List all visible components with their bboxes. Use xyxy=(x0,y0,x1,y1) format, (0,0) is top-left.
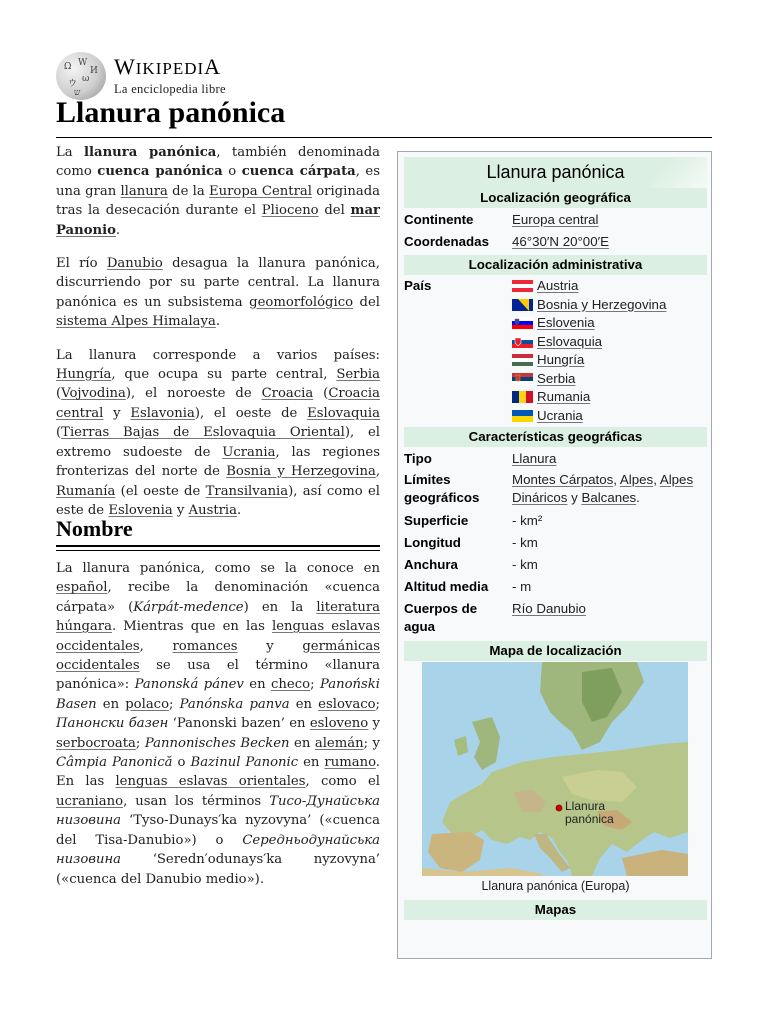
europe-map-image xyxy=(422,662,688,876)
article-link[interactable]: alemán xyxy=(314,735,364,751)
article-link[interactable]: Tierras Bajas de Eslovaquia Oriental xyxy=(61,425,345,441)
label-anchura: Anchura xyxy=(404,557,458,572)
limites-value: Montes Cárpatos, Alpes, Alpes Dináricos y Balcanes. xyxy=(512,472,694,505)
article-link[interactable]: Eslavonia xyxy=(130,405,195,421)
article-link[interactable]: Rumanía xyxy=(56,483,116,499)
slovakia-flag-icon xyxy=(512,336,537,348)
article-link[interactable]: esloveno xyxy=(309,716,369,732)
country-item xyxy=(512,388,707,407)
article-link[interactable]: Eslovenia xyxy=(108,502,173,518)
article-link[interactable]: Croacia central xyxy=(56,386,380,421)
article-link[interactable]: Plioceno xyxy=(261,203,319,219)
value-longitud: - km xyxy=(512,535,538,550)
infobox-title: Llanura panónica xyxy=(404,157,707,188)
article-link[interactable]: Bosnia y Herzegovina xyxy=(226,464,376,480)
infobox-row-altitud xyxy=(404,578,707,598)
country-item xyxy=(512,351,707,370)
infobox-row-tipo xyxy=(404,450,707,470)
article-nombre-section xyxy=(56,559,380,903)
country-link[interactable]: Hungría xyxy=(537,352,585,368)
article-link[interactable]: Serbia xyxy=(336,367,380,383)
article-link[interactable]: Ucrania xyxy=(222,444,276,460)
nombre-paragraph: La llanura panónica, como se la conoce en español, recibe la denominación «cuenca cárpata» (Kárpát-medence) en la literatura húngara. Mientras que en las lenguas eslavas occidentales, romances y germánicas occidentales se usa el término «llanura panónica»: Panonská pánev en checo; Panoński Basen en polaco; Panónska panva en eslovaco; Панонски базен ‘Panonski bazen’ en esloveno y serbocroata; Pannonisches Becken en alemán; y Câmpia Panonică o Bazinul Panonic en rumano. En las lenguas eslavas orientales, como el ucraniano, usan los términos Тисо-Дунайська низовина ‘Tyso-Dunays′ka nyzovyna’ («cuenca del Tisa-Danubio») o Середньодунайська низовина ‘Seredn′odunays′ka nyzovyna’ («cuenca del Danubio medio»). xyxy=(56,561,380,887)
section-divider xyxy=(56,545,380,547)
article-link[interactable]: llanura xyxy=(120,183,168,199)
infobox-section-geo-location: Localización geográfica xyxy=(404,188,707,208)
wikipedia-logo[interactable] xyxy=(56,52,226,100)
link-alpes-dinaricos[interactable]: Alpes Dináricos xyxy=(512,472,694,505)
article-link[interactable]: serbocroata xyxy=(56,735,136,751)
infobox-section-mapas: Mapas xyxy=(404,900,707,920)
article-link[interactable]: romances xyxy=(172,638,238,654)
label-altitud: Altitud media xyxy=(404,579,489,594)
link-alpes[interactable]: Alpes xyxy=(619,472,654,487)
austria-flag-icon xyxy=(512,280,537,292)
label-coordenadas: Coordenadas xyxy=(404,234,489,249)
country-link[interactable]: Eslovenia xyxy=(537,315,595,331)
article-link[interactable]: geomorfológico xyxy=(249,294,354,310)
country-list xyxy=(512,277,707,425)
ukraine-flag-icon xyxy=(512,410,537,422)
location-map[interactable] xyxy=(422,662,688,876)
section-divider-thin xyxy=(56,550,380,551)
wikipedia-globe-icon: Ω W И ウ ω ש xyxy=(56,52,106,100)
intro-paragraph-2: El río Danubio desagua la llanura panónica, discurriendo por su parte central. La llanura panónica es un subsistema geomorfológico del sistema Alpes Himalaya. xyxy=(56,256,380,330)
country-item xyxy=(512,370,707,389)
map-marker-label: Llanura panónica xyxy=(565,799,614,826)
country-link[interactable]: Rumania xyxy=(537,389,591,405)
label-cuerpos-agua: Cuerpos de agua xyxy=(404,601,478,634)
infobox xyxy=(397,151,712,959)
link-balcanes[interactable]: Balcanes xyxy=(581,490,637,505)
article-link[interactable]: Croacia xyxy=(261,386,314,402)
infobox-row-anchura xyxy=(404,556,707,576)
country-link[interactable]: Austria xyxy=(537,278,579,294)
article-link[interactable]: polaco xyxy=(125,696,170,712)
link-llanura[interactable]: Llanura xyxy=(512,451,557,466)
section-heading-nombre: Nombre xyxy=(56,516,133,541)
article-link[interactable]: lenguas eslavas orientales xyxy=(115,774,306,790)
link-coordenadas[interactable]: 46°30′N 20°00′E xyxy=(512,234,609,249)
infobox-section-features: Características geográficas xyxy=(404,427,707,447)
value-superficie: - km² xyxy=(512,513,543,528)
slovenia-flag-icon xyxy=(512,317,537,329)
article-link[interactable]: Eslovaquia xyxy=(307,405,380,421)
article-link[interactable]: español xyxy=(56,580,108,596)
label-longitud: Longitud xyxy=(404,535,461,550)
article-link[interactable]: Europa Central xyxy=(208,183,312,199)
country-item xyxy=(512,296,707,315)
article-link[interactable]: Transilvania xyxy=(205,483,289,499)
infobox-row-coordenadas xyxy=(404,233,707,253)
article-link[interactable]: Austria xyxy=(188,502,238,518)
value-anchura: - km xyxy=(512,557,538,572)
country-link[interactable]: Ucrania xyxy=(537,407,583,423)
infobox-row-continente xyxy=(404,211,707,231)
country-link[interactable]: Eslovaquia xyxy=(537,333,603,349)
country-item xyxy=(512,314,707,333)
article-link[interactable]: sistema Alpes Himalaya xyxy=(56,314,216,330)
article-link[interactable]: eslovaco xyxy=(318,696,376,712)
article-link[interactable]: lenguas eslavas occidentales xyxy=(56,619,380,654)
intro-paragraph-1: La llanura panónica, también denominada como cuenca panónica o cuenca cárpata, es una gran llanura de la Europa Central originada tras la desecación durante el Plioceno del mar Panonio. xyxy=(56,145,381,238)
label-limites: Límites geográficos xyxy=(404,472,480,505)
link-europa-central[interactable]: Europa central xyxy=(512,212,599,227)
article-link[interactable]: Vojvodina xyxy=(61,386,126,402)
article-link[interactable]: ucraniano xyxy=(56,793,124,809)
country-item xyxy=(512,277,707,296)
infobox-section-admin: Localización administrativa xyxy=(404,255,707,275)
page-title: Llanura panónica xyxy=(56,96,286,129)
country-link[interactable]: Serbia xyxy=(537,370,576,386)
value-altitud: - m xyxy=(512,579,532,594)
hungary-flag-icon xyxy=(512,354,537,366)
article-link[interactable]: Hungría xyxy=(56,367,112,383)
country-item xyxy=(512,333,707,352)
article-link[interactable]: checo xyxy=(271,677,311,693)
wikipedia-tagline: La enciclopedia libre xyxy=(114,81,226,96)
article-link[interactable]: literatura húngara xyxy=(56,599,380,635)
romania-flag-icon xyxy=(512,391,537,403)
infobox-section-map: Mapa de localización xyxy=(404,641,707,661)
infobox-title-decoration xyxy=(627,157,707,188)
title-divider xyxy=(56,137,712,138)
article-intro xyxy=(56,143,380,534)
article-link[interactable]: rumano xyxy=(324,755,376,771)
article-link[interactable]: Danubio xyxy=(106,256,163,272)
country-item xyxy=(512,407,707,426)
infobox-row-superficie xyxy=(404,512,707,532)
bosnia-flag-icon xyxy=(512,299,537,311)
intro-paragraph-3: La llanura corresponde a varios países: Hungría, que ocupa su parte central, Serbia (Vojvodina), el noroeste de Croacia (Croacia central y Eslavonia), el oeste de Eslovaquia (Tierras Bajas de Eslovaquia Oriental), el extremo sudoeste de Ucrania, las regiones fronterizas del norte de Bosnia y Herzegovina, Rumanía (el oeste de Transilvania), así como el este de Eslovenia y Austria. xyxy=(56,347,381,518)
infobox-row-longitud xyxy=(404,534,707,554)
label-pais: País xyxy=(404,278,432,293)
infobox-row-cuerpos-agua xyxy=(404,600,707,638)
infobox-row-pais xyxy=(404,277,707,425)
country-link[interactable]: Bosnia y Herzegovina xyxy=(537,296,667,312)
label-superficie: Superficie xyxy=(404,513,469,528)
label-tipo: Tipo xyxy=(404,451,432,466)
serbia-flag-icon xyxy=(512,373,537,385)
map-caption: Llanura panónica (Europa) xyxy=(481,879,630,893)
infobox-row-limites xyxy=(404,471,707,509)
article-link[interactable]: germánicas occidentales xyxy=(56,638,380,674)
label-continente: Continente xyxy=(404,212,474,227)
article-link[interactable]: mar Panonio xyxy=(56,203,380,238)
link-rio-danubio[interactable]: Río Danubio xyxy=(512,601,586,616)
wikipedia-wordmark: WIKIPEDIA xyxy=(114,53,222,79)
link-montes-carpatos[interactable]: Montes Cárpatos xyxy=(512,472,614,487)
